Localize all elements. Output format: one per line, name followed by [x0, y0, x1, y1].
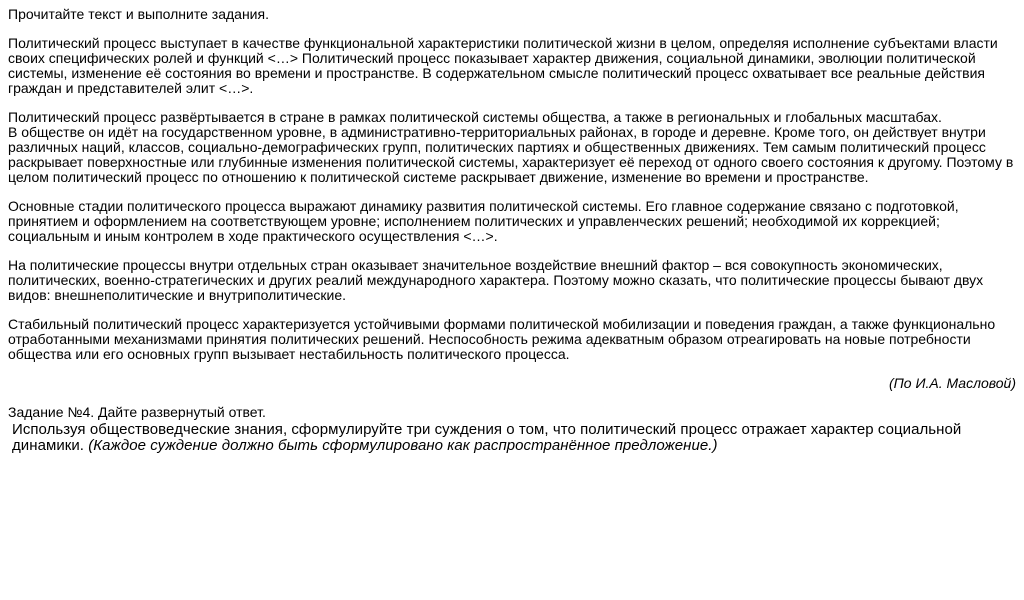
paragraph-2: Политический процесс развёртывается в стране в рамках политической системы общества, а также в региональных и глобальных масштабах.	[8, 109, 942, 125]
task-note: (Каждое суждение должно быть сформулировано как распространённое предложение.)	[88, 437, 718, 454]
paragraph-5: На политические процессы внутри отдельных стран оказывает значительное воздействие внешний фактор – вся совокупность экономических, политических, военно-стратегических и других реалий международного характера. Поэтому можно сказать, что политические процессы бывают двух видов: внешнеполитические и внутриполитические.	[8, 257, 984, 303]
task-title: Задание №4. Дайте развернутый ответ.	[8, 404, 266, 420]
paragraph-6: Стабильный политический процесс характеризуется устойчивыми формами политической мобилизации и поведения граждан, а также функционально отработанными механизмами принятия политических решений. Неспособность режима адекватным образом отреагировать на новые потребности общества или его основных групп вызывает нестабильность политического процесса.	[8, 316, 996, 362]
paragraph-1: Политический процесс выступает в качестве функциональной характеристики политической жизни в целом, определяя исполнение субъектами власти своих специфических ролей и функций <…> Политический процесс показывает характер движения, социальной динамики, эволюции политической системы, изменение её состояния во времени и пространстве. В содержательном смысле политический процесс охватывает все реальные действия граждан и представителей элит <…>.	[8, 35, 998, 96]
paragraph-3: В обществе он идёт на государственном уровне, в административно-территориальных районах, в городе и деревне. Кроме того, он действует внутри различных наций, классов, социально-демографических групп, политических партиях и общественных движениях. Тем самым политический процесс раскрывает поверхностные или глубинные изменения политической системы, характеризует её переход от одного своего состояния к другому. Поэтому в целом политический процесс по отношению к политической системе раскрывает движение, изменение во времени и пространстве.	[8, 124, 1014, 185]
task-body	[12, 422, 1016, 454]
task-text: Используя обществоведческие знания, сформулируйте три суждения о том, что политический процесс отражает характер социальной динамики.	[12, 421, 962, 454]
author-attribution: (По И.А. Масловой)	[888, 375, 1016, 391]
paragraph-4: Основные стадии политического процесса выражают динамику развития политической системы. Его главное содержание связано с подготовкой, принятием и оформлением на соответствующем уровне; исполнением политических и управленческих решений; необходимой их коррекцией; социальным и иным контролем в ходе практического осуществления <…>.	[8, 198, 959, 244]
paragraph-2-group	[8, 110, 1016, 185]
instruction-text: Прочитайте текст и выполните задания.	[8, 6, 269, 22]
